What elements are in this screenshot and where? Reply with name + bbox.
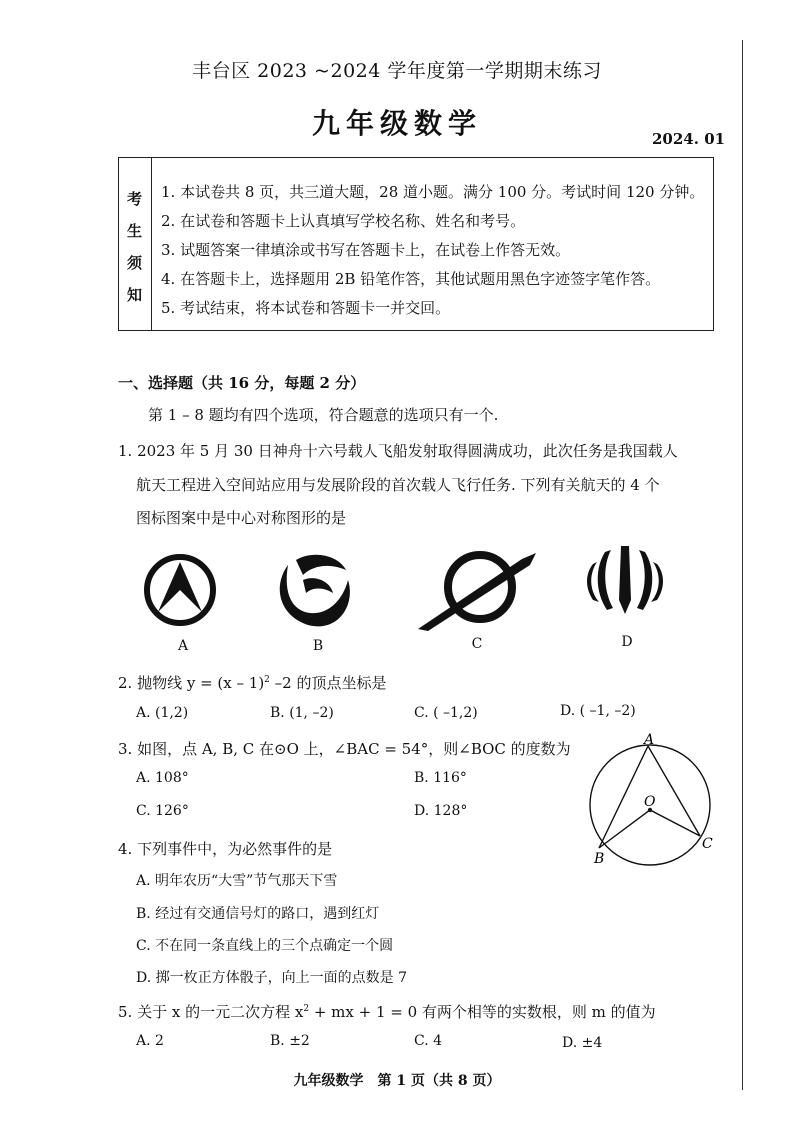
label-o: O <box>644 794 656 810</box>
notice-item: 4. 在答题卡上，选择题用 2B 铅笔作答，其他试题用黑色字迹签字笔作答。 <box>161 270 661 288</box>
page-footer: 九年级数学 第 1 页（共 8 页） <box>293 1073 501 1089</box>
q5-option-c: C. 4 <box>414 1033 443 1049</box>
q4-option-d: D. 掷一枚正方体骰子，向上一面的点数是 7 <box>136 970 407 986</box>
q4-option-c: C. 不在同一条直线上的三个点确定一个圆 <box>136 938 394 954</box>
q1-line-3: 图标图案中是中心对称图形的是 <box>136 509 347 527</box>
margin-line <box>742 40 743 1090</box>
exam-date: 2024. 01 <box>652 130 726 148</box>
exam-title: 丰台区 2023 ~2024 学年度第一学期期末练习 <box>192 60 602 82</box>
q1-line-2: 航天工程进入空间站应用与发展阶段的首次载人飞行任务. 下列有关航天的 4 个 <box>136 476 660 494</box>
q5-stem <box>118 1001 656 1022</box>
icon-c-planet-emblem <box>412 545 542 635</box>
q3-option-a: A. 108° <box>136 770 189 786</box>
q3-option-b: B. 116° <box>414 770 467 786</box>
q5-exponent: 2 <box>303 1004 310 1014</box>
q2-option-c: C. ( –1,2) <box>414 705 478 721</box>
notice-item: 1. 本试卷共 8 页，共三道大题，28 道小题。满分 100 分。考试时间 120 分钟。 <box>161 183 705 201</box>
icon-a-arrow-emblem <box>140 550 220 630</box>
q5-stem-part: + mx + 1 = 0 有两个相等的实数根，则 m 的值为 <box>309 1003 656 1021</box>
q4-option-b: B. 经过有交通信号灯的路口，遇到红灯 <box>136 906 380 922</box>
notice-item: 2. 在试卷和答题卡上认真填写学校名称、姓名和考号。 <box>161 212 526 230</box>
icon-d-stripes-emblem <box>585 540 665 620</box>
q5-option-b: B. ±2 <box>270 1033 310 1049</box>
icon-label-c: C <box>471 636 483 652</box>
q2-stem <box>118 672 387 693</box>
q2-option-a: A. (1,2) <box>136 705 189 721</box>
notice-side-char: 须 <box>127 254 143 272</box>
icon-label-b: B <box>312 638 324 654</box>
label-a: A <box>644 732 655 748</box>
notice-side-char: 生 <box>127 222 143 240</box>
candidate-notice-box <box>118 157 714 331</box>
q3-stem: 3. 如图，点 A, B, C 在⊙O 上，∠BAC = 54°，则∠BOC 的度数为 <box>118 740 571 758</box>
notice-list <box>161 178 704 323</box>
q4-option-a: A. 明年农历“大雪”节气那天下雪 <box>136 873 338 889</box>
q2-option-d: D. ( –1, –2) <box>560 703 636 719</box>
q2-stem-part: –2 的顶点坐标是 <box>269 674 387 692</box>
q4-stem: 4. 下列事件中，为必然事件的是 <box>118 840 333 858</box>
q3-circle-figure <box>582 730 732 880</box>
q2-stem-part: 2. 抛物线 y = (x – 1) <box>118 674 265 692</box>
notice-item: 5. 考试结束，将本试卷和答题卡一并交回。 <box>161 299 451 317</box>
icon-b-swirl-emblem <box>268 545 358 635</box>
notice-item: 3. 试题答案一律填涂或书写在答题卡上，在试卷上作答无效。 <box>161 241 571 259</box>
label-c: C <box>702 836 713 852</box>
section-instruction: 第 1 – 8 题均有四个选项，符合题意的选项只有一个. <box>148 406 499 424</box>
notice-side-char: 考 <box>127 190 143 208</box>
label-b: B <box>594 851 605 867</box>
q2-exponent: 2 <box>264 675 270 685</box>
q5-stem-part: 5. 关于 x 的一元二次方程 x <box>118 1003 304 1021</box>
subject-title: 九年级数学 <box>311 107 482 140</box>
q3-option-d: D. 128° <box>414 803 468 819</box>
q2-option-b: B. (1, –2) <box>270 705 334 721</box>
icon-label-a: A <box>177 638 189 654</box>
q5-option-d: D. ±4 <box>562 1035 603 1051</box>
icon-label-d: D <box>621 634 633 650</box>
section-heading: 一、选择题（共 16 分，每题 2 分） <box>118 374 366 392</box>
notice-side-char: 知 <box>127 286 143 304</box>
q1-line-1: 1. 2023 年 5 月 30 日神舟十六号载人飞船发射取得圆满成功，此次任务是我国载人 <box>118 442 678 460</box>
q3-option-c: C. 126° <box>136 803 189 819</box>
notice-side-label <box>119 158 152 330</box>
q5-option-a: A. 2 <box>136 1033 164 1049</box>
